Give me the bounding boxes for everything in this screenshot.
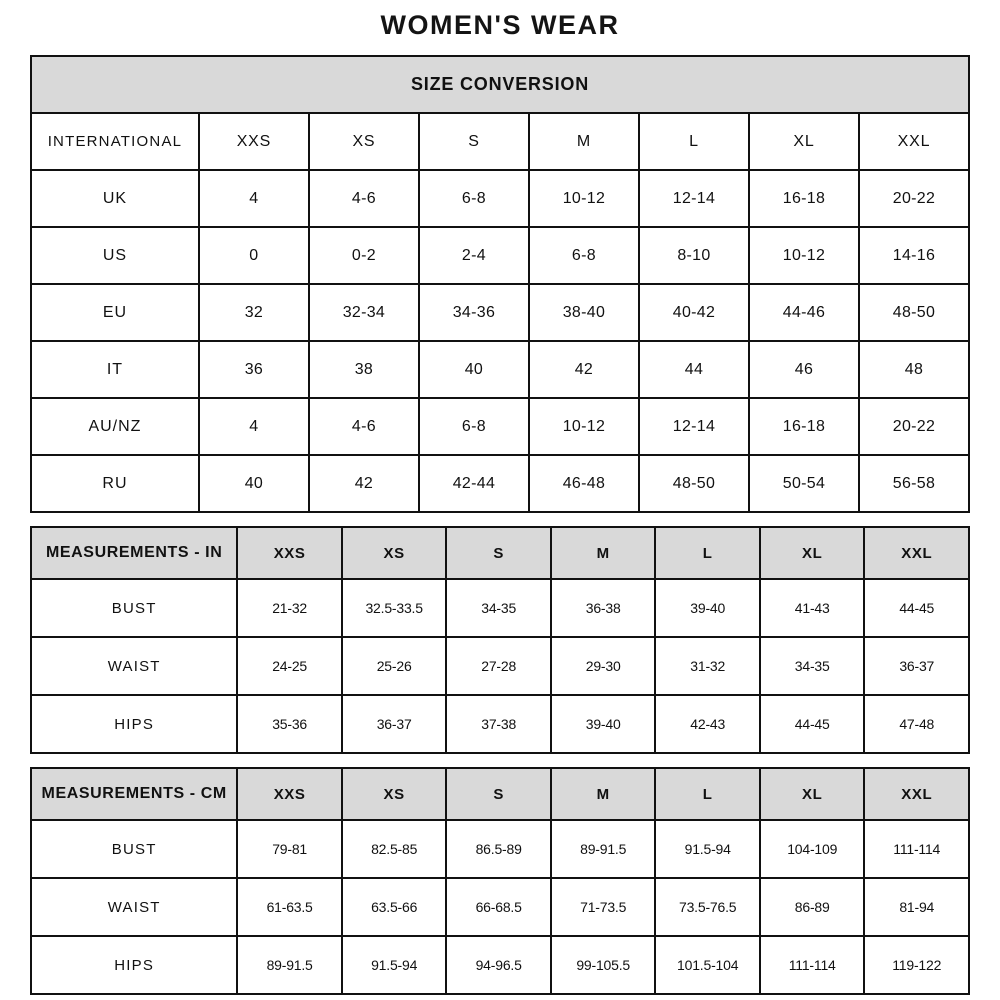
- value-cell: 38-40: [529, 284, 639, 341]
- size-conversion-body: [31, 170, 969, 512]
- value-cell: 4-6: [309, 398, 419, 455]
- value-cell: 6-8: [419, 398, 529, 455]
- value-cell: 46: [749, 341, 859, 398]
- value-cell: 44-45: [864, 579, 969, 637]
- value-cell: 86-89: [760, 878, 865, 936]
- value-cell: 16-18: [749, 170, 859, 227]
- row-label: US: [31, 227, 199, 284]
- value-cell: 4: [199, 398, 309, 455]
- row-label: HIPS: [31, 936, 237, 994]
- row-label: WAIST: [31, 878, 237, 936]
- value-cell: 10-12: [749, 227, 859, 284]
- value-cell: 104-109: [760, 820, 865, 878]
- measurements-cm-title: MEASUREMENTS - CM: [31, 768, 237, 820]
- value-cell: 14-16: [859, 227, 969, 284]
- size-col-header: XS: [342, 768, 447, 820]
- value-cell: 46-48: [529, 455, 639, 512]
- value-cell: 42: [309, 455, 419, 512]
- size-col-header: L: [655, 527, 760, 579]
- value-cell: 91.5-94: [342, 936, 447, 994]
- table-row: [31, 820, 969, 878]
- value-cell: 44: [639, 341, 749, 398]
- size-col-header: S: [419, 113, 529, 170]
- value-cell: 48-50: [639, 455, 749, 512]
- table-row: [31, 170, 969, 227]
- table-row: [31, 579, 969, 637]
- value-cell: 2-4: [419, 227, 529, 284]
- table-title-row: [31, 56, 969, 113]
- table-row: [31, 936, 969, 994]
- size-col-header: XXL: [864, 527, 969, 579]
- value-cell: 40: [419, 341, 529, 398]
- value-cell: 4: [199, 170, 309, 227]
- size-col-header: M: [551, 768, 656, 820]
- value-cell: 16-18: [749, 398, 859, 455]
- value-cell: 42-43: [655, 695, 760, 753]
- value-cell: 61-63.5: [237, 878, 342, 936]
- size-col-header: XL: [749, 113, 859, 170]
- value-cell: 0: [199, 227, 309, 284]
- table-row: [31, 341, 969, 398]
- row-label: WAIST: [31, 637, 237, 695]
- value-cell: 36-37: [342, 695, 447, 753]
- value-cell: 38: [309, 341, 419, 398]
- measurements-cm-header-row: [31, 768, 969, 820]
- value-cell: 101.5-104: [655, 936, 760, 994]
- value-cell: 36: [199, 341, 309, 398]
- table-row: [31, 878, 969, 936]
- value-cell: 82.5-85: [342, 820, 447, 878]
- measurements-in-header-row: [31, 527, 969, 579]
- table-row: [31, 284, 969, 341]
- row-label: IT: [31, 341, 199, 398]
- value-cell: 119-122: [864, 936, 969, 994]
- value-cell: 111-114: [864, 820, 969, 878]
- value-cell: 31-32: [655, 637, 760, 695]
- value-cell: 27-28: [446, 637, 551, 695]
- value-cell: 91.5-94: [655, 820, 760, 878]
- size-col-header: XXL: [859, 113, 969, 170]
- size-col-header: XXS: [199, 113, 309, 170]
- value-cell: 79-81: [237, 820, 342, 878]
- measurements-in-table: [30, 526, 970, 754]
- value-cell: 0-2: [309, 227, 419, 284]
- size-col-header: M: [529, 113, 639, 170]
- size-col-header: L: [639, 113, 749, 170]
- value-cell: 71-73.5: [551, 878, 656, 936]
- value-cell: 56-58: [859, 455, 969, 512]
- measurements-in-title: MEASUREMENTS - IN: [31, 527, 237, 579]
- value-cell: 21-32: [237, 579, 342, 637]
- value-cell: 94-96.5: [446, 936, 551, 994]
- row-label: UK: [31, 170, 199, 227]
- size-col-header: L: [655, 768, 760, 820]
- page-title: WOMEN'S WEAR: [380, 10, 620, 40]
- value-cell: 10-12: [529, 398, 639, 455]
- value-cell: 41-43: [760, 579, 865, 637]
- row-label: EU: [31, 284, 199, 341]
- value-cell: 4-6: [309, 170, 419, 227]
- value-cell: 44-46: [749, 284, 859, 341]
- value-cell: 20-22: [859, 398, 969, 455]
- table-row: [31, 455, 969, 512]
- value-cell: 36-38: [551, 579, 656, 637]
- value-cell: 12-14: [639, 170, 749, 227]
- value-cell: 6-8: [419, 170, 529, 227]
- value-cell: 66-68.5: [446, 878, 551, 936]
- value-cell: 63.5-66: [342, 878, 447, 936]
- value-cell: 89-91.5: [237, 936, 342, 994]
- size-col-header: XXS: [237, 527, 342, 579]
- size-col-header: M: [551, 527, 656, 579]
- row-label: AU/NZ: [31, 398, 199, 455]
- value-cell: 36-37: [864, 637, 969, 695]
- value-cell: 73.5-76.5: [655, 878, 760, 936]
- row-label: RU: [31, 455, 199, 512]
- value-cell: 32.5-33.5: [342, 579, 447, 637]
- row-label: HIPS: [31, 695, 237, 753]
- size-col-header: XXL: [864, 768, 969, 820]
- value-cell: 37-38: [446, 695, 551, 753]
- value-cell: 20-22: [859, 170, 969, 227]
- value-cell: 99-105.5: [551, 936, 656, 994]
- size-col-header: XS: [342, 527, 447, 579]
- value-cell: 48-50: [859, 284, 969, 341]
- value-cell: 47-48: [864, 695, 969, 753]
- measurements-cm-body: [31, 820, 969, 994]
- value-cell: 24-25: [237, 637, 342, 695]
- table-row: [31, 398, 969, 455]
- value-cell: 42: [529, 341, 639, 398]
- size-col-header: XL: [760, 768, 865, 820]
- value-cell: 42-44: [419, 455, 529, 512]
- value-cell: 39-40: [551, 695, 656, 753]
- value-cell: 44-45: [760, 695, 865, 753]
- international-label: INTERNATIONAL: [31, 113, 199, 170]
- value-cell: 40-42: [639, 284, 749, 341]
- value-cell: 34-35: [446, 579, 551, 637]
- row-label: BUST: [31, 579, 237, 637]
- value-cell: 89-91.5: [551, 820, 656, 878]
- measurements-in-body: [31, 579, 969, 753]
- value-cell: 8-10: [639, 227, 749, 284]
- value-cell: 25-26: [342, 637, 447, 695]
- size-col-header: XXS: [237, 768, 342, 820]
- size-conversion-table: [30, 55, 970, 513]
- value-cell: 34-36: [419, 284, 529, 341]
- table-title: SIZE CONVERSION: [31, 56, 969, 113]
- value-cell: 32: [199, 284, 309, 341]
- value-cell: 6-8: [529, 227, 639, 284]
- value-cell: 12-14: [639, 398, 749, 455]
- value-cell: 111-114: [760, 936, 865, 994]
- size-header-row: [31, 113, 969, 170]
- value-cell: 34-35: [760, 637, 865, 695]
- value-cell: 40: [199, 455, 309, 512]
- size-col-header: XL: [760, 527, 865, 579]
- size-col-header: XS: [309, 113, 419, 170]
- table-row: [31, 695, 969, 753]
- row-label: BUST: [31, 820, 237, 878]
- value-cell: 10-12: [529, 170, 639, 227]
- value-cell: 81-94: [864, 878, 969, 936]
- value-cell: 86.5-89: [446, 820, 551, 878]
- measurements-cm-table: [30, 767, 970, 995]
- size-col-header: S: [446, 527, 551, 579]
- value-cell: 48: [859, 341, 969, 398]
- value-cell: 35-36: [237, 695, 342, 753]
- table-row: [31, 227, 969, 284]
- value-cell: 50-54: [749, 455, 859, 512]
- value-cell: 39-40: [655, 579, 760, 637]
- size-col-header: S: [446, 768, 551, 820]
- value-cell: 29-30: [551, 637, 656, 695]
- table-row: [31, 637, 969, 695]
- value-cell: 32-34: [309, 284, 419, 341]
